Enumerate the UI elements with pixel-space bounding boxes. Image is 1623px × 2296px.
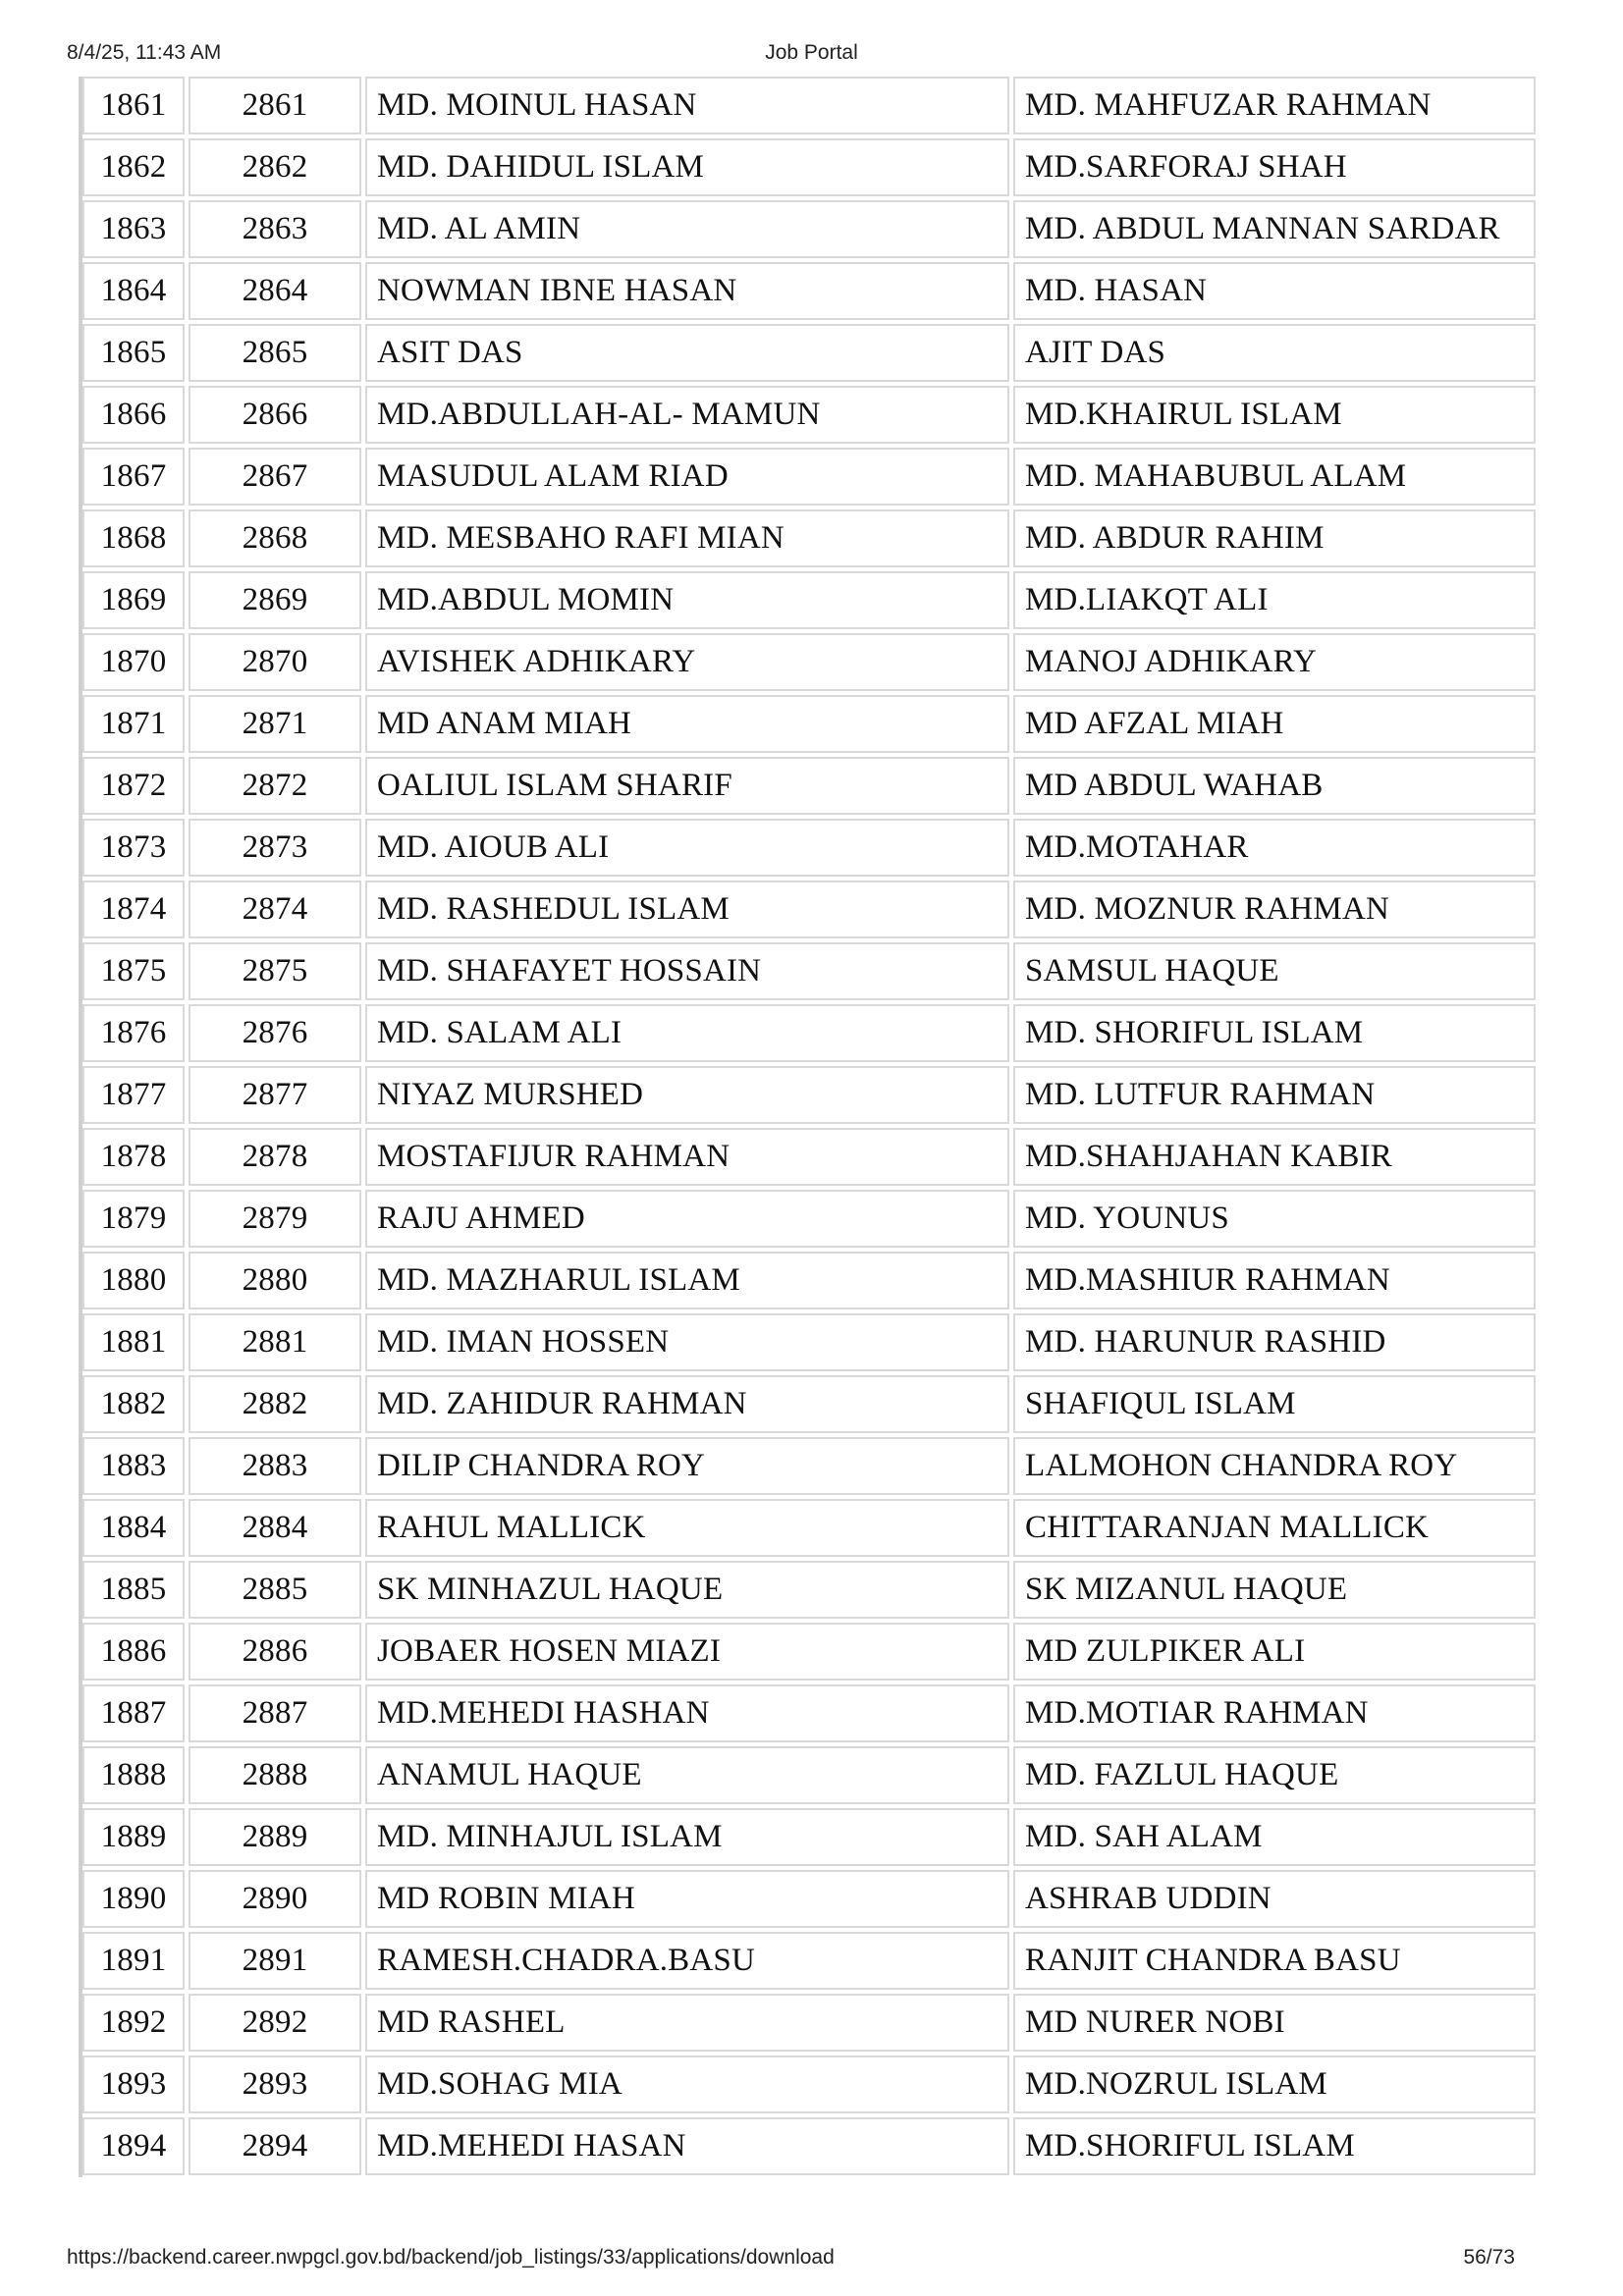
serial-cell: 1875 bbox=[82, 942, 185, 1000]
roll-cell: 2882 bbox=[189, 1375, 361, 1433]
table-row bbox=[82, 1004, 1536, 1062]
father-name-cell: SK MIZANUL HAQUE bbox=[1013, 1561, 1536, 1619]
roll-cell: 2864 bbox=[189, 262, 361, 320]
father-name-cell: MD NURER NOBI bbox=[1013, 1994, 1536, 2052]
roll-cell: 2889 bbox=[189, 1808, 361, 1866]
table-row bbox=[82, 1066, 1536, 1124]
table-row bbox=[82, 448, 1536, 506]
table-row bbox=[82, 386, 1536, 444]
serial-cell: 1879 bbox=[82, 1190, 185, 1248]
table-row bbox=[82, 1375, 1536, 1433]
father-name-cell: MD. SAH ALAM bbox=[1013, 1808, 1536, 1866]
serial-cell: 1893 bbox=[82, 2056, 185, 2113]
applicant-name-cell: RAHUL MALLICK bbox=[365, 1499, 1009, 1557]
applicant-name-cell: AVISHEK ADHIKARY bbox=[365, 633, 1009, 691]
applicant-name-cell: MD. MOINUL HASAN bbox=[365, 77, 1009, 134]
roll-cell: 2885 bbox=[189, 1561, 361, 1619]
serial-cell: 1886 bbox=[82, 1623, 185, 1681]
roll-cell: 2891 bbox=[189, 1932, 361, 1990]
table-row bbox=[82, 1252, 1536, 1309]
applicant-name-cell: SK MINHAZUL HAQUE bbox=[365, 1561, 1009, 1619]
roll-cell: 2869 bbox=[189, 571, 361, 629]
table-row bbox=[82, 1932, 1536, 1990]
serial-cell: 1872 bbox=[82, 757, 185, 815]
table-row bbox=[82, 757, 1536, 815]
table-row bbox=[82, 881, 1536, 938]
roll-cell: 2886 bbox=[189, 1623, 361, 1681]
serial-cell: 1870 bbox=[82, 633, 185, 691]
applicant-name-cell: MD. AL AMIN bbox=[365, 200, 1009, 258]
serial-cell: 1884 bbox=[82, 1499, 185, 1557]
table-row bbox=[82, 942, 1536, 1000]
roll-cell: 2870 bbox=[189, 633, 361, 691]
table-row bbox=[82, 1684, 1536, 1742]
father-name-cell: MD.MOTAHAR bbox=[1013, 819, 1536, 877]
serial-cell: 1885 bbox=[82, 1561, 185, 1619]
applicant-name-cell: MD ROBIN MIAH bbox=[365, 1870, 1009, 1928]
roll-cell: 2884 bbox=[189, 1499, 361, 1557]
roll-cell: 2893 bbox=[189, 2056, 361, 2113]
applicant-name-cell: MD. AIOUB ALI bbox=[365, 819, 1009, 877]
applicant-name-cell: MD. SALAM ALI bbox=[365, 1004, 1009, 1062]
roll-cell: 2868 bbox=[189, 509, 361, 567]
table-row bbox=[82, 2056, 1536, 2113]
serial-cell: 1894 bbox=[82, 2117, 185, 2175]
table-row bbox=[82, 2117, 1536, 2175]
father-name-cell: MD.NOZRUL ISLAM bbox=[1013, 2056, 1536, 2113]
applicant-name-cell: MD. MAZHARUL ISLAM bbox=[365, 1252, 1009, 1309]
applicant-name-cell: MOSTAFIJUR RAHMAN bbox=[365, 1128, 1009, 1186]
table-row bbox=[82, 1808, 1536, 1866]
roll-cell: 2890 bbox=[189, 1870, 361, 1928]
roll-cell: 2894 bbox=[189, 2117, 361, 2175]
serial-cell: 1868 bbox=[82, 509, 185, 567]
table-row bbox=[82, 1190, 1536, 1248]
serial-cell: 1866 bbox=[82, 386, 185, 444]
applicant-name-cell: NIYAZ MURSHED bbox=[365, 1066, 1009, 1124]
applicant-name-cell: ANAMUL HAQUE bbox=[365, 1746, 1009, 1804]
serial-cell: 1883 bbox=[82, 1437, 185, 1495]
father-name-cell: LALMOHON CHANDRA ROY bbox=[1013, 1437, 1536, 1495]
table-row bbox=[82, 819, 1536, 877]
serial-cell: 1865 bbox=[82, 324, 185, 382]
father-name-cell: MD. MOZNUR RAHMAN bbox=[1013, 881, 1536, 938]
serial-cell: 1876 bbox=[82, 1004, 185, 1062]
serial-cell: 1887 bbox=[82, 1684, 185, 1742]
page-title: Job Portal bbox=[765, 41, 858, 64]
table-row bbox=[82, 262, 1536, 320]
table-row bbox=[82, 1437, 1536, 1495]
applicant-name-cell: MD ANAM MIAH bbox=[365, 695, 1009, 753]
serial-cell: 1880 bbox=[82, 1252, 185, 1309]
applicants-table bbox=[79, 73, 1540, 2179]
father-name-cell: MANOJ ADHIKARY bbox=[1013, 633, 1536, 691]
roll-cell: 2872 bbox=[189, 757, 361, 815]
father-name-cell: MD. HASAN bbox=[1013, 262, 1536, 320]
father-name-cell: SAMSUL HAQUE bbox=[1013, 942, 1536, 1000]
applicant-name-cell: MD. RASHEDUL ISLAM bbox=[365, 881, 1009, 938]
applicant-name-cell: MASUDUL ALAM RIAD bbox=[365, 448, 1009, 506]
father-name-cell: MD.MASHIUR RAHMAN bbox=[1013, 1252, 1536, 1309]
applicant-name-cell: RAMESH.CHADRA.BASU bbox=[365, 1932, 1009, 1990]
table-row bbox=[82, 1499, 1536, 1557]
father-name-cell: MD. MAHFUZAR RAHMAN bbox=[1013, 77, 1536, 134]
table-row bbox=[82, 695, 1536, 753]
serial-cell: 1861 bbox=[82, 77, 185, 134]
roll-cell: 2883 bbox=[189, 1437, 361, 1495]
applicant-name-cell: JOBAER HOSEN MIAZI bbox=[365, 1623, 1009, 1681]
roll-cell: 2861 bbox=[189, 77, 361, 134]
serial-cell: 1877 bbox=[82, 1066, 185, 1124]
father-name-cell: MD.SHORIFUL ISLAM bbox=[1013, 2117, 1536, 2175]
applicants-table-container bbox=[79, 77, 1557, 2177]
serial-cell: 1891 bbox=[82, 1932, 185, 1990]
roll-cell: 2875 bbox=[189, 942, 361, 1000]
serial-cell: 1867 bbox=[82, 448, 185, 506]
serial-cell: 1881 bbox=[82, 1313, 185, 1371]
serial-cell: 1874 bbox=[82, 881, 185, 938]
applicant-name-cell: MD.SOHAG MIA bbox=[365, 2056, 1009, 2113]
father-name-cell: MD ABDUL WAHAB bbox=[1013, 757, 1536, 815]
serial-cell: 1878 bbox=[82, 1128, 185, 1186]
roll-cell: 2871 bbox=[189, 695, 361, 753]
roll-cell: 2880 bbox=[189, 1252, 361, 1309]
page-number: 56/73 bbox=[1463, 2246, 1515, 2269]
applicant-name-cell: MD. MESBAHO RAFI MIAN bbox=[365, 509, 1009, 567]
roll-cell: 2866 bbox=[189, 386, 361, 444]
serial-cell: 1873 bbox=[82, 819, 185, 877]
serial-cell: 1889 bbox=[82, 1808, 185, 1866]
father-name-cell: MD.LIAKQT ALI bbox=[1013, 571, 1536, 629]
print-datetime: 8/4/25, 11:43 AM bbox=[67, 41, 222, 64]
applicant-name-cell: MD. IMAN HOSSEN bbox=[365, 1313, 1009, 1371]
table-row bbox=[82, 633, 1536, 691]
father-name-cell: MD. ABDUL MANNAN SARDAR bbox=[1013, 200, 1536, 258]
applicant-name-cell: MD.ABDULLAH-AL- MAMUN bbox=[365, 386, 1009, 444]
applicant-name-cell: MD.MEHEDI HASAN bbox=[365, 2117, 1009, 2175]
applicant-name-cell: MD. MINHAJUL ISLAM bbox=[365, 1808, 1009, 1866]
father-name-cell: MD AFZAL MIAH bbox=[1013, 695, 1536, 753]
applicant-name-cell: MD. SHAFAYET HOSSAIN bbox=[365, 942, 1009, 1000]
father-name-cell: SHAFIQUL ISLAM bbox=[1013, 1375, 1536, 1433]
serial-cell: 1862 bbox=[82, 138, 185, 196]
roll-cell: 2874 bbox=[189, 881, 361, 938]
serial-cell: 1871 bbox=[82, 695, 185, 753]
roll-cell: 2877 bbox=[189, 1066, 361, 1124]
serial-cell: 1892 bbox=[82, 1994, 185, 2052]
father-name-cell: MD. FAZLUL HAQUE bbox=[1013, 1746, 1536, 1804]
roll-cell: 2888 bbox=[189, 1746, 361, 1804]
serial-cell: 1864 bbox=[82, 262, 185, 320]
roll-cell: 2879 bbox=[189, 1190, 361, 1248]
source-url: https://backend.career.nwpgcl.gov.bd/backend/job_listings/33/applications/download bbox=[67, 2246, 835, 2269]
father-name-cell: AJIT DAS bbox=[1013, 324, 1536, 382]
father-name-cell: MD ZULPIKER ALI bbox=[1013, 1623, 1536, 1681]
father-name-cell: MD. HARUNUR RASHID bbox=[1013, 1313, 1536, 1371]
serial-cell: 1869 bbox=[82, 571, 185, 629]
applicant-name-cell: ASIT DAS bbox=[365, 324, 1009, 382]
table-row bbox=[82, 571, 1536, 629]
applicant-name-cell: RAJU AHMED bbox=[365, 1190, 1009, 1248]
father-name-cell: MD.KHAIRUL ISLAM bbox=[1013, 386, 1536, 444]
table-row bbox=[82, 1746, 1536, 1804]
table-row bbox=[82, 1870, 1536, 1928]
applicant-name-cell: NOWMAN IBNE HASAN bbox=[365, 262, 1009, 320]
roll-cell: 2878 bbox=[189, 1128, 361, 1186]
serial-cell: 1863 bbox=[82, 200, 185, 258]
roll-cell: 2876 bbox=[189, 1004, 361, 1062]
applicant-name-cell: MD.MEHEDI HASHAN bbox=[365, 1684, 1009, 1742]
roll-cell: 2863 bbox=[189, 200, 361, 258]
serial-cell: 1882 bbox=[82, 1375, 185, 1433]
table-row bbox=[82, 1313, 1536, 1371]
roll-cell: 2881 bbox=[189, 1313, 361, 1371]
table-row bbox=[82, 509, 1536, 567]
roll-cell: 2892 bbox=[189, 1994, 361, 2052]
applicant-name-cell: MD. DAHIDUL ISLAM bbox=[365, 138, 1009, 196]
applicants-table-body bbox=[82, 77, 1536, 2175]
applicant-name-cell: MD.ABDUL MOMIN bbox=[365, 571, 1009, 629]
father-name-cell: MD.MOTIAR RAHMAN bbox=[1013, 1684, 1536, 1742]
table-row bbox=[82, 200, 1536, 258]
father-name-cell: MD. MAHABUBUL ALAM bbox=[1013, 448, 1536, 506]
table-row bbox=[82, 1561, 1536, 1619]
roll-cell: 2887 bbox=[189, 1684, 361, 1742]
roll-cell: 2862 bbox=[189, 138, 361, 196]
father-name-cell: MD. LUTFUR RAHMAN bbox=[1013, 1066, 1536, 1124]
roll-cell: 2873 bbox=[189, 819, 361, 877]
father-name-cell: ASHRAB UDDIN bbox=[1013, 1870, 1536, 1928]
serial-cell: 1888 bbox=[82, 1746, 185, 1804]
applicant-name-cell: DILIP CHANDRA ROY bbox=[365, 1437, 1009, 1495]
table-row bbox=[82, 77, 1536, 134]
roll-cell: 2865 bbox=[189, 324, 361, 382]
applicant-name-cell: MD. ZAHIDUR RAHMAN bbox=[365, 1375, 1009, 1433]
father-name-cell: CHITTARANJAN MALLICK bbox=[1013, 1499, 1536, 1557]
father-name-cell: MD.SARFORAJ SHAH bbox=[1013, 138, 1536, 196]
applicant-name-cell: OALIUL ISLAM SHARIF bbox=[365, 757, 1009, 815]
table-row bbox=[82, 1623, 1536, 1681]
table-row bbox=[82, 138, 1536, 196]
father-name-cell: MD.SHAHJAHAN KABIR bbox=[1013, 1128, 1536, 1186]
serial-cell: 1890 bbox=[82, 1870, 185, 1928]
applicant-name-cell: MD RASHEL bbox=[365, 1994, 1009, 2052]
father-name-cell: MD. ABDUR RAHIM bbox=[1013, 509, 1536, 567]
father-name-cell: MD. SHORIFUL ISLAM bbox=[1013, 1004, 1536, 1062]
father-name-cell: MD. YOUNUS bbox=[1013, 1190, 1536, 1248]
roll-cell: 2867 bbox=[189, 448, 361, 506]
table-row bbox=[82, 1994, 1536, 2052]
table-row bbox=[82, 1128, 1536, 1186]
table-row bbox=[82, 324, 1536, 382]
father-name-cell: RANJIT CHANDRA BASU bbox=[1013, 1932, 1536, 1990]
